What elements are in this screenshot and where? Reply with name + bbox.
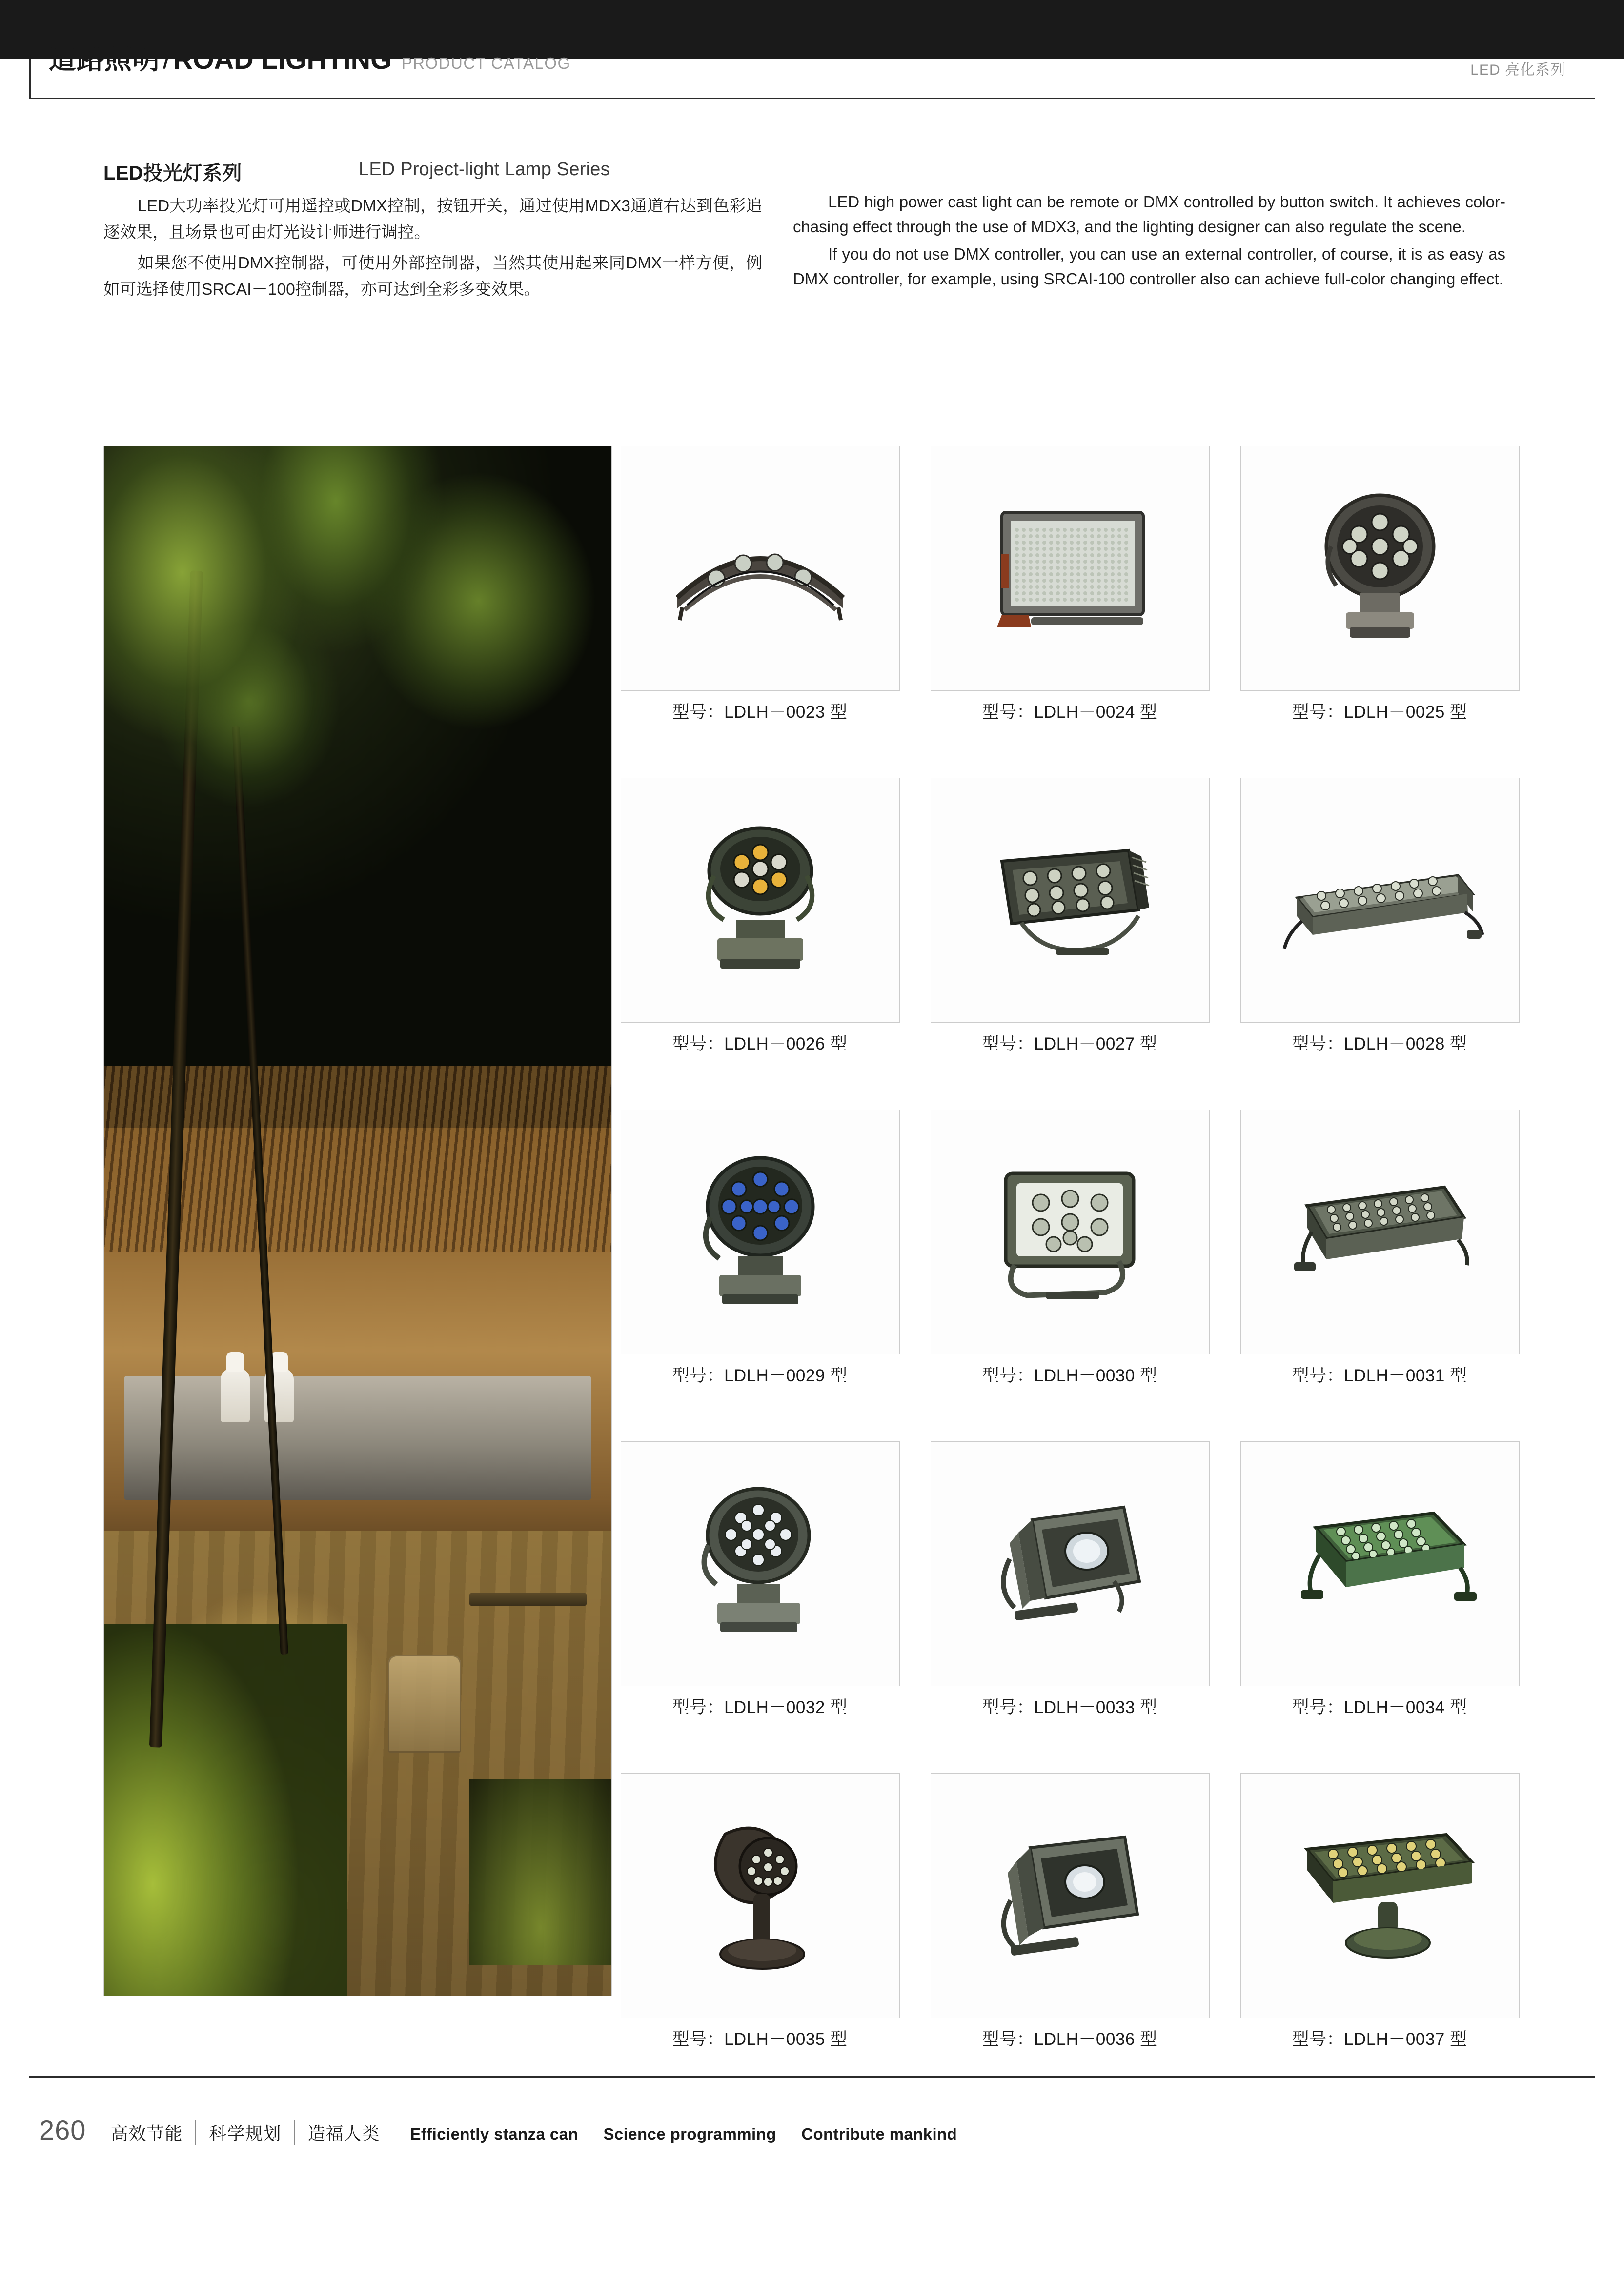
product-thumbnail[interactable]	[931, 1773, 1210, 2018]
product-caption: 型号：LDLH－0037 型	[1292, 2030, 1467, 2049]
linear-wall-washer-icon	[1241, 778, 1519, 1022]
product-caption: 型号：LDLH－0027 型	[982, 1034, 1157, 1053]
header-title-group	[49, 44, 571, 73]
footer-slogan-cn-3: 造福人类	[294, 2120, 392, 2145]
stake-garden-spotlight-icon	[621, 1774, 899, 2018]
product-thumbnail[interactable]	[931, 1441, 1210, 1686]
product-thumbnail[interactable]	[931, 778, 1210, 1023]
product-cell[interactable]	[931, 1773, 1209, 2050]
panel-floodlight-icon	[931, 446, 1209, 690]
product-caption: 型号：LDLH－0023 型	[672, 703, 848, 722]
page-header	[0, 0, 1624, 108]
header-subtitle: PRODUCT CATALOG	[401, 54, 571, 72]
product-caption: 型号：LDLH－0024 型	[982, 703, 1157, 722]
intro-column-en	[793, 189, 1505, 294]
footer-rule	[29, 2076, 1595, 2078]
single-cob-floodlight-icon	[931, 1442, 1209, 1686]
round-blue-spotlight-icon	[621, 1110, 899, 1354]
photo-shrub-left	[104, 1624, 347, 1996]
header-title-en: ROAD LIGHTING	[173, 44, 392, 75]
header-slash: /	[163, 42, 171, 75]
product-caption: 型号：LDLH－0033 型	[982, 1698, 1157, 1717]
footer-slogan-en-1: Efficiently stanza can	[410, 2125, 578, 2143]
base-mount-array-light-icon	[1241, 1774, 1519, 2018]
photo-tree-canopy	[103, 446, 612, 1128]
product-thumbnail[interactable]	[1240, 778, 1520, 1023]
product-caption: 型号：LDLH－0036 型	[982, 2030, 1157, 2049]
round-amber-spotlight-icon	[621, 778, 899, 1022]
round-white-spotlight-icon	[621, 1442, 899, 1686]
product-caption: 型号：LDLH－0028 型	[1292, 1034, 1467, 1053]
product-thumbnail[interactable]	[1240, 1441, 1520, 1686]
page-number: 260	[39, 2115, 86, 2145]
product-caption: 型号：LDLH－0029 型	[672, 1366, 848, 1385]
photo-buffet-counter	[124, 1376, 591, 1500]
product-caption: 型号：LDLH－0030 型	[982, 1366, 1157, 1385]
square-9led-floodlight-icon	[931, 1110, 1209, 1354]
product-cell[interactable]	[931, 446, 1209, 723]
photo-chef-figure	[221, 1369, 250, 1422]
header-left-rule	[29, 59, 50, 99]
product-caption: 型号：LDLH－0025 型	[1292, 703, 1467, 722]
product-cell[interactable]	[621, 1441, 899, 1718]
curved-bar-floodlight-icon	[621, 446, 899, 690]
footer-slogan-cn-1: 高效节能	[110, 2123, 183, 2143]
photo-table	[469, 1593, 587, 1606]
header-title-cn: 道路照明	[49, 44, 160, 75]
product-cell[interactable]	[1240, 446, 1519, 723]
product-caption: 型号：LDLH－0032 型	[672, 1698, 848, 1717]
product-thumbnail[interactable]	[1240, 446, 1520, 691]
photo-chefs-group	[221, 1298, 332, 1422]
product-cell[interactable]	[931, 778, 1209, 1055]
product-thumbnail[interactable]	[621, 778, 900, 1023]
product-caption: 型号：LDLH－0034 型	[1292, 1698, 1467, 1717]
photo-shrub-right	[469, 1779, 611, 1965]
product-cell[interactable]	[1240, 778, 1519, 1055]
product-cell[interactable]	[931, 1110, 1209, 1387]
rect-12led-floodlight-icon	[931, 778, 1209, 1022]
photo-chair	[388, 1655, 461, 1753]
intro-cn-paragraph-1: LED大功率投光灯可用遥控或DMX控制，按钮开关，通过使用MDX3通道右达到色彩追逐效果，且场景也可由灯光设计师进行调控。	[103, 197, 762, 242]
product-caption: 型号：LDLH－0035 型	[672, 2030, 848, 2049]
product-thumbnail[interactable]	[1240, 1110, 1520, 1354]
product-cell[interactable]	[621, 1110, 899, 1387]
product-caption: 型号：LDLH－0031 型	[1292, 1366, 1467, 1385]
product-thumbnail[interactable]	[931, 1110, 1210, 1354]
product-cell[interactable]	[931, 1441, 1209, 1718]
rect-array-floodlight-icon	[1241, 1110, 1519, 1354]
product-cell[interactable]	[621, 1773, 899, 2050]
product-thumbnail[interactable]	[621, 1110, 900, 1354]
cob-flood-lamp-icon	[931, 1774, 1209, 2018]
product-caption: 型号：LDLH－0026 型	[672, 1034, 848, 1053]
header-rule	[29, 98, 1595, 99]
product-cell[interactable]	[621, 778, 899, 1055]
footer-slogan-en	[410, 2125, 977, 2143]
hero-photo	[103, 446, 612, 1996]
intro-column-cn	[103, 193, 762, 307]
green-array-floodlight-icon	[1241, 1442, 1519, 1686]
footer-slogan-en-3: Contribute mankind	[801, 2125, 957, 2143]
product-thumbnail[interactable]	[1240, 1773, 1520, 2018]
product-cell[interactable]	[621, 446, 899, 723]
product-thumbnail[interactable]	[621, 1773, 900, 2018]
round-9led-spotlight-icon	[1241, 446, 1519, 690]
header-series-label: LED 亮化系列	[1470, 62, 1565, 78]
section-title-cn: LED投光灯系列	[103, 162, 242, 184]
product-thumbnail[interactable]	[931, 446, 1210, 691]
product-cell[interactable]	[1240, 1773, 1519, 2050]
product-thumbnail[interactable]	[621, 1441, 900, 1686]
footer-row	[39, 2114, 977, 2146]
footer-slogan-cn-2: 科学规划	[195, 2120, 294, 2145]
footer-slogan-en-2: Science programming	[603, 2125, 776, 2143]
product-cell[interactable]	[1240, 1441, 1519, 1718]
product-thumbnail[interactable]	[621, 446, 900, 691]
intro-en-paragraph-2: If you do not use DMX controller, you can use an external controller, of course, it is as easy as DMX controller, for example, using SRCAI-100 controller also can achieve full-color changing effect.	[793, 244, 1505, 288]
section-title-en: LED Project-light Lamp Series	[359, 159, 610, 180]
intro-en-paragraph-1: LED high power cast light can be remote or DMX controlled by button switch. It achieves color-chasing effect through the use of MDX3, and the lighting designer can also regulate the scene.	[793, 193, 1505, 236]
intro-cn-paragraph-2: 如果您不使用DMX控制器，可使用外部控制器，当然其使用起来同DMX一样方便，例如可选择使用SRCAI－100控制器，亦可达到全彩多变效果。	[103, 254, 762, 299]
product-cell[interactable]	[1240, 1110, 1519, 1387]
